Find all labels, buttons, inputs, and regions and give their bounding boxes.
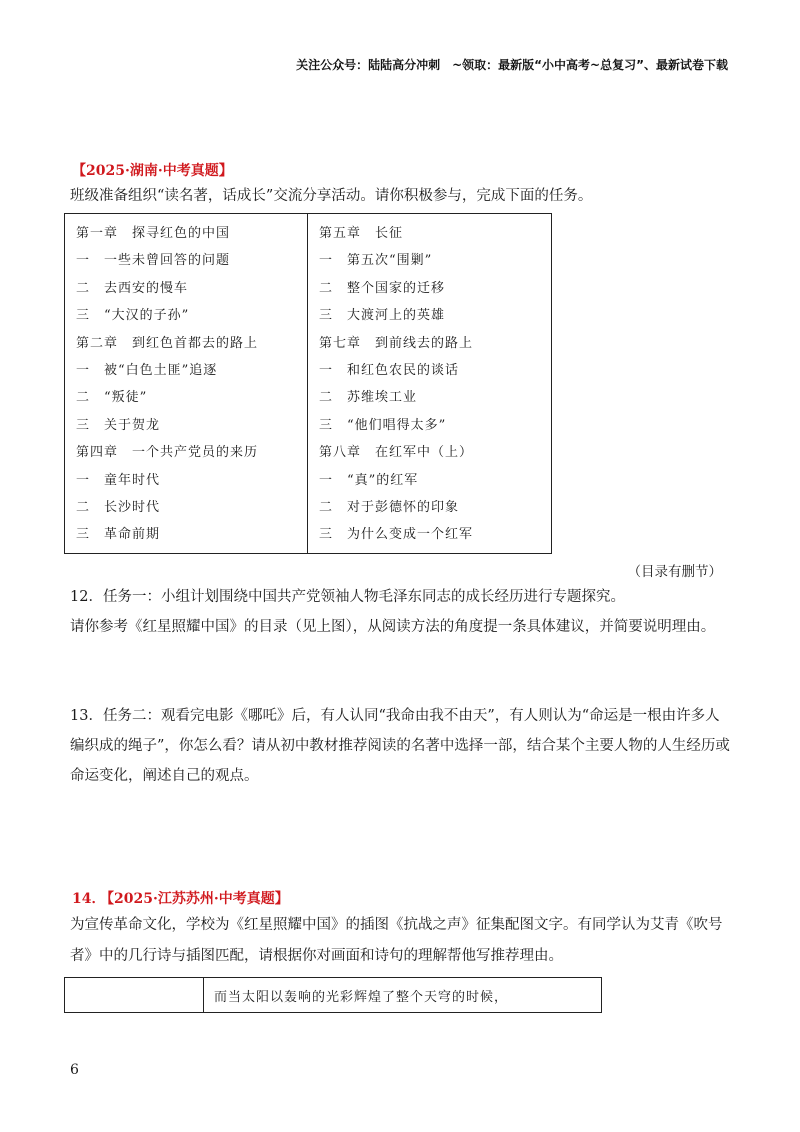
illustration-cell bbox=[65, 978, 204, 1013]
toc-entry: 三 “大汉的子孙” bbox=[76, 308, 190, 324]
toc-entry: 三 关于贺龙 bbox=[76, 417, 161, 433]
toc-entry: 三 大渡河上的英雄 bbox=[319, 308, 446, 324]
toc-entry: 一 第五次“围剿” bbox=[319, 253, 433, 269]
toc-entry: 第四章 一个共产党员的来历 bbox=[76, 445, 259, 461]
header-note: 关注公众号：陆陆高分冲刺 ~领取：最新版“小中高考~总复习”、最新试卷下载 bbox=[296, 58, 728, 72]
question-12-line1: 12．任务一：小组计划围绕中国共产党领袖人物毛泽东同志的成长经历进行专题探究。 bbox=[70, 589, 625, 605]
poem-line-cell: 而当太阳以轰响的光彩辉煌了整个天穹的时候， bbox=[204, 978, 602, 1013]
question-13-line3: 命运变化，阐述自己的观点。 bbox=[70, 768, 259, 784]
toc-entry: 二 去西安的慢车 bbox=[76, 280, 189, 296]
toc-entry: 二 苏维埃工业 bbox=[319, 390, 418, 406]
question-14-line1: 为宣传革命文化，学校为《红星照耀中国》的插图《抗战之声》征集配图文字。有同学认为艾青《吹号 bbox=[70, 917, 723, 933]
question-12-line2: 请你参考《红星照耀中国》的目录（见上图），从阅读方法的角度提一条具体建议，并简要说明理由。 bbox=[70, 619, 716, 635]
toc-entry: 二 对于彭德怀的印象 bbox=[319, 499, 460, 515]
toc-entry: 三 革命前期 bbox=[76, 527, 161, 543]
activity-intro: 班级准备组织“读名著，话成长”交流分享活动。请你积极参与，完成下面的任务。 bbox=[70, 188, 593, 204]
page-number: 6 bbox=[70, 1062, 79, 1078]
toc-abridged-note: （目录有删节） bbox=[627, 564, 722, 580]
toc-entry: 三 “他们唱得太多” bbox=[319, 417, 447, 433]
table-of-contents bbox=[64, 213, 552, 554]
toc-entry: 三 为什么变成一个红军 bbox=[319, 527, 474, 543]
toc-entry: 一 童年时代 bbox=[76, 472, 161, 488]
toc-entry: 一 “真”的红军 bbox=[319, 472, 419, 488]
question-13-line2: 编织成的绳子”，你怎么看？请从初中教材推荐阅读的名著中选择一部，结合某个主要人物的人生经历或 bbox=[70, 738, 730, 754]
toc-entry: 一 一些未曾回答的问题 bbox=[76, 253, 231, 269]
toc-entry: 第七章 到前线去的路上 bbox=[319, 335, 474, 351]
toc-entry: 第一章 探寻红色的中国 bbox=[76, 226, 231, 241]
question-14-line2: 者》中的几行诗与插图匹配，请根据你对画面和诗句的理解帮他写推荐理由。 bbox=[70, 948, 563, 964]
source-tag: 【2025·湖南·中考真题】 bbox=[72, 163, 233, 179]
question-14-number: 14． bbox=[72, 891, 106, 907]
toc-entry: 第五章 长征 bbox=[319, 226, 404, 241]
toc-entry: 一 和红色农民的谈话 bbox=[319, 362, 460, 378]
toc-entry: 第二章 到红色首都去的路上 bbox=[76, 335, 259, 351]
toc-entry: 二 “叛徒” bbox=[76, 390, 148, 406]
question-14-source-tag: 【2025·江苏苏州·中考真题】 bbox=[100, 891, 289, 907]
toc-entry: 第八章 在红军中（上） bbox=[319, 445, 474, 461]
toc-right-column bbox=[308, 214, 552, 554]
toc-left-column bbox=[65, 214, 308, 554]
toc-entry: 二 整个国家的迁移 bbox=[319, 280, 446, 296]
poem-table bbox=[64, 977, 602, 1013]
question-13-line1: 13．任务二：观看完电影《哪吒》后，有人认同“我命由我不由天”，有人则认为“命运是一根由许多人 bbox=[70, 708, 720, 724]
toc-entry: 一 被“白色土匪”追逐 bbox=[76, 362, 218, 378]
toc-entry: 二 长沙时代 bbox=[76, 499, 161, 515]
